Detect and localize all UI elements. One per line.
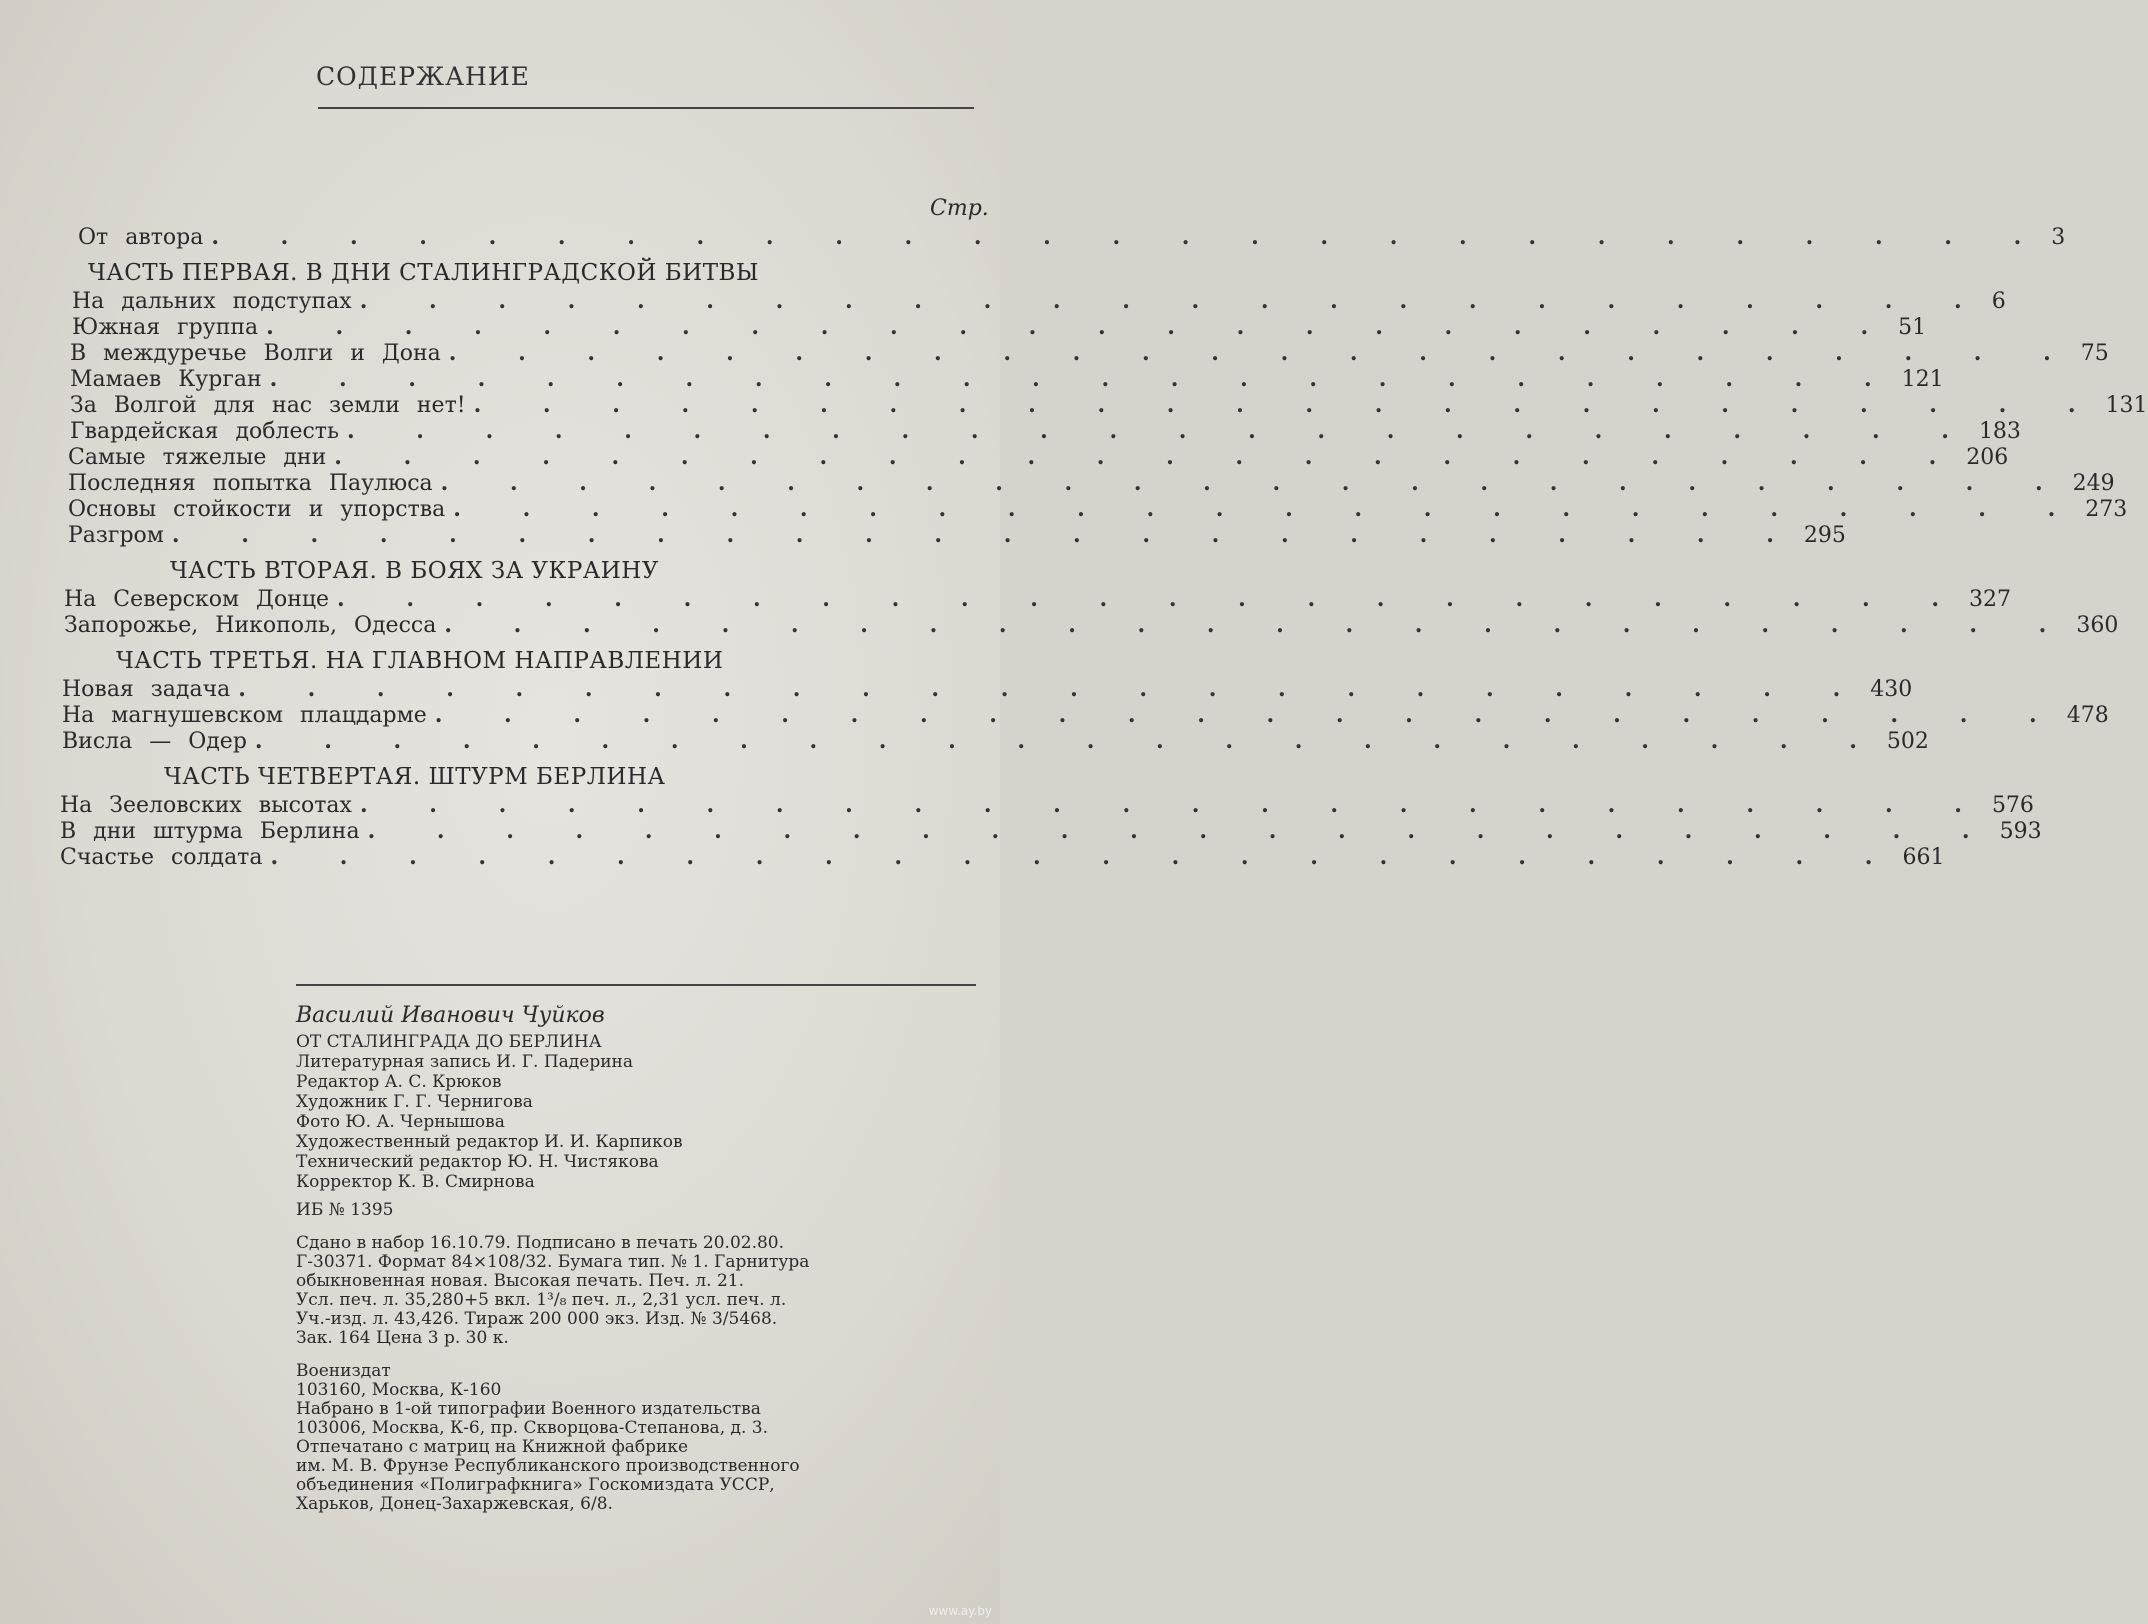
leader-dots: . . . . . . . . . . . . . . . . . . . . . . . .	[254, 728, 1879, 754]
leader-dots: . . . . . . . . . . . . . . . . . . . . . . . .	[270, 844, 1895, 870]
toc-entry-title: На Зееловских высотах	[60, 793, 352, 818]
toc-entry	[60, 612, 2119, 638]
print-info-line: Г-30371. Формат 84×108/32. Бумага тип. № 1. Гарнитура	[296, 1252, 810, 1272]
toc-entry	[60, 702, 2109, 728]
leader-dots: . . . . . . . . . . . . . . . . . . . . . . . .	[269, 366, 1894, 392]
toc-entry-title: В междуречье Волги и Дона	[70, 341, 441, 366]
credit-line: Художественный редактор И. И. Карпиков	[296, 1132, 683, 1152]
toc-entry-page: 502	[1886, 729, 1929, 754]
print-info-line: Сдано в набор 16.10.79. Подписано в печать 20.02.80.	[296, 1233, 785, 1253]
watermark: www.ay.by	[928, 1604, 992, 1618]
toc-entry	[60, 496, 2128, 522]
toc-entry-title: Счастье солдата	[60, 845, 263, 870]
publisher-line: объединения «Полиграфкнига» Госкомиздата УССР,	[296, 1475, 775, 1495]
toc-entry	[60, 792, 2034, 818]
toc-entry-title: Мамаев Курган	[70, 367, 262, 392]
leader-dots: . . . . . . . . . . . . . . . . . . . . . . . .	[444, 612, 2069, 638]
publisher-line: 103160, Москва, К-160	[296, 1380, 502, 1400]
toc-entry	[60, 444, 2009, 470]
heading-rule	[318, 107, 974, 109]
toc-entry-page: 430	[1870, 677, 1913, 702]
toc-entry-title: В дни штурма Берлина	[60, 819, 360, 844]
leader-dots: . . . . . . . . . . . . . . . . . . . . . . . .	[171, 522, 1796, 548]
toc-entry-page: 327	[1969, 587, 2012, 612]
leader-dots: . . . . . . . . . . . . . . . . . . . . . . . .	[448, 340, 2073, 366]
leader-dots: . . . . . . . . . . . . . . . . . . . . . . . .	[238, 676, 1863, 702]
toc-entry-title: Новая задача	[62, 677, 231, 702]
toc-entry-title: Запорожье, Никополь, Одесса	[64, 613, 437, 638]
imprint-rule	[296, 984, 976, 986]
leader-dots: . . . . . . . . . . . . . . . . . . . . . . . .	[266, 314, 1891, 340]
toc-entry	[60, 818, 2042, 844]
credit-line: Художник Г. Г. Чернигова	[296, 1092, 533, 1112]
toc-entry-title: На дальних подступах	[72, 289, 352, 314]
credit-line: Редактор А. С. Крюков	[296, 1072, 502, 1092]
toc-entry	[60, 676, 1913, 702]
toc-entry-page: 75	[2080, 341, 2109, 366]
leader-dots: . . . . . . . . . . . . . . . . . . . . . . . .	[334, 444, 1959, 470]
print-info-line: Усл. печ. л. 35,280+5 вкл. 1³/₈ печ. л., 2,31 усл. печ. л.	[296, 1290, 787, 1310]
toc-entry-page: 6	[1991, 289, 2006, 314]
credit-line: Фото Ю. А. Чернышова	[296, 1112, 505, 1132]
print-info-line: Уч.-изд. л. 43,426. Тираж 200 000 экз. Изд. № 3/5468.	[296, 1309, 778, 1329]
leader-dots: . . . . . . . . . . . . . . . . . . . . . . . .	[453, 496, 2078, 522]
part-heading: ЧАСТЬ ТРЕТЬЯ. НА ГЛАВНОМ НАПРАВЛЕНИИ	[116, 648, 724, 674]
toc-entry	[60, 728, 1929, 754]
toc-entry-page: 593	[1999, 819, 2042, 844]
leader-dots: . . . . . . . . . . . . . . . . . . . . . . . .	[346, 418, 1971, 444]
toc-entry	[60, 522, 1846, 548]
print-info-line: обыкновенная новая. Высокая печать. Печ. л. 21.	[296, 1271, 745, 1291]
toc-entry-page: 478	[2066, 703, 2109, 728]
leader-dots: . . . . . . . . . . . . . . . . . . . . . . . .	[440, 470, 2065, 496]
toc-entry-title: Южная группа	[72, 315, 259, 340]
toc-entry-page: 360	[2076, 613, 2119, 638]
credit-line: Корректор К. В. Смирнова	[296, 1172, 535, 1192]
toc-entry-page: 249	[2072, 471, 2115, 496]
credit-line: Технический редактор Ю. Н. Чистякова	[296, 1152, 659, 1172]
toc-entry	[60, 314, 1927, 340]
toc-entry-page: 131	[2105, 393, 2148, 418]
publisher-line: им. М. В. Фрунзе Республиканского производственного	[296, 1456, 800, 1476]
toc-entry-page: 273	[2085, 497, 2128, 522]
contents-heading: СОДЕРЖАНИЕ	[316, 62, 530, 91]
page-column-label: Стр.	[930, 196, 989, 221]
toc-entry-page: 3	[2051, 225, 2066, 250]
toc-entry	[60, 844, 1945, 870]
toc-entry-title: Самые тяжелые дни	[68, 445, 327, 470]
publisher-line: Харьков, Донец-Захаржевская, 6/8.	[296, 1494, 613, 1514]
leader-dots: . . . . . . . . . . . . . . . . . . . . . . . .	[367, 818, 1992, 844]
toc-entry-page: 51	[1898, 315, 1927, 340]
toc-entry-title: На магнушевском плацдарме	[62, 703, 427, 728]
toc-entry-title: Основы стойкости и упорства	[68, 497, 446, 522]
toc-entry	[60, 288, 2006, 314]
toc-entry-page: 121	[1901, 367, 1944, 392]
part-heading: ЧАСТЬ ВТОРАЯ. В БОЯХ ЗА УКРАИНУ	[170, 558, 659, 584]
print-info-line: Зак. 164 Цена 3 р. 30 к.	[296, 1328, 509, 1348]
part-heading: ЧАСТЬ ЧЕТВЕРТАЯ. ШТУРМ БЕРЛИНА	[164, 764, 666, 790]
toc-entry	[60, 470, 2115, 496]
leader-dots: . . . . . . . . . . . . . . . . . . . . . . . .	[359, 792, 1984, 818]
book-title: ОТ СТАЛИНГРАДА ДО БЕРЛИНА	[296, 1032, 602, 1052]
toc-entry-intro	[60, 224, 2066, 250]
leader-dots: . . . . . . . . . . . . . . . . . . . . . . . . . . .	[211, 224, 2044, 250]
toc-entry-title: Последняя попытка Паулюса	[68, 471, 433, 496]
toc-entry-title: Гвардейская доблесть	[70, 419, 339, 444]
toc-entry	[60, 586, 2012, 612]
table-of-contents	[60, 224, 2148, 870]
publisher-line: Воениздат	[296, 1361, 391, 1381]
credit-line: Литературная запись И. Г. Падерина	[296, 1052, 633, 1072]
toc-entry-title: От автора	[78, 225, 204, 250]
toc-entry-title: Висла — Одер	[62, 729, 247, 754]
leader-dots: . . . . . . . . . . . . . . . . . . . . . . . .	[473, 392, 2098, 418]
toc-entry	[60, 366, 1944, 392]
publisher-line: 103006, Москва, К-6, пр. Скворцова-Степанова, д. 3.	[296, 1418, 768, 1438]
leader-dots: . . . . . . . . . . . . . . . . . . . . . . . .	[337, 586, 1962, 612]
toc-entry-title: На Северском Донце	[64, 587, 330, 612]
publisher-line: Набрано в 1-ой типографии Военного издательства	[296, 1399, 761, 1419]
toc-entry-title: За Волгой для нас земли нет!	[70, 393, 466, 418]
toc-entry-page: 661	[1902, 845, 1945, 870]
part-heading: ЧАСТЬ ПЕРВАЯ. В ДНИ СТАЛИНГРАДСКОЙ БИТВЫ	[88, 260, 760, 286]
toc-entry	[60, 340, 2109, 366]
toc-entry-page: 206	[1966, 445, 2009, 470]
imprint-block	[296, 1002, 976, 1514]
toc-entry-page: 183	[1978, 419, 2021, 444]
leader-dots: . . . . . . . . . . . . . . . . . . . . . . . .	[359, 288, 1984, 314]
toc-entry	[60, 418, 2021, 444]
toc-entry-title: Разгром	[68, 523, 164, 548]
author-name: Василий Иванович Чуйков	[296, 1003, 605, 1028]
leader-dots: . . . . . . . . . . . . . . . . . . . . . . . .	[434, 702, 2059, 728]
toc-entry-page: 295	[1803, 523, 1846, 548]
ib-number: ИБ № 1395	[296, 1200, 394, 1220]
publisher-line: Отпечатано с матриц на Книжной фабрике	[296, 1437, 689, 1457]
toc-entry-page: 576	[1991, 793, 2034, 818]
toc-entry	[60, 392, 2148, 418]
